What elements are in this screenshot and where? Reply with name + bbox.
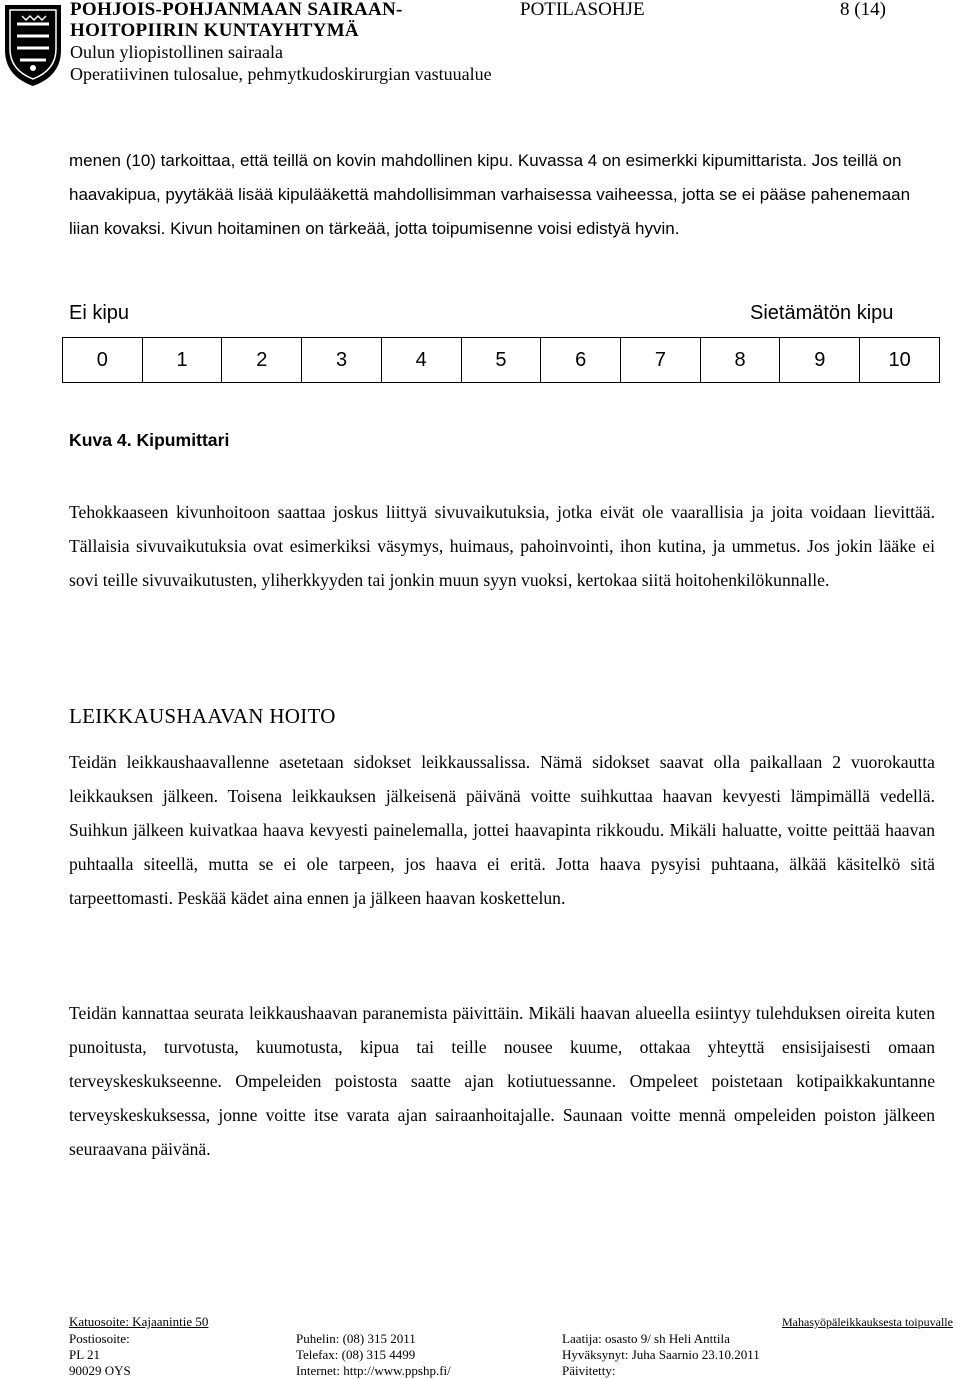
pain-scale-cell: 1 <box>142 338 222 383</box>
pain-scale-cell: 0 <box>63 338 143 383</box>
coat-of-arms-logo <box>2 2 64 88</box>
pain-scale-cell: 8 <box>700 338 780 383</box>
footer-author: Laatija: osasto 9/ sh Heli Anttila <box>562 1331 730 1346</box>
footer-approved: Hyväksynyt: Juha Saarnio 23.10.2011 <box>562 1347 760 1362</box>
footer-internet: Internet: http://www.ppshp.fi/ <box>296 1363 451 1378</box>
pain-scale-cell: 5 <box>461 338 541 383</box>
organization-name-line1: POHJOIS-POHJANMAAN SAIRAAN- <box>70 0 403 20</box>
pain-scale-min-label: Ei kipu <box>69 302 130 324</box>
wound-care-paragraph: Teidän leikkaushaavallenne asetetaan sidokset leikkaussalissa. Nämä sidokset saavat olla paikallaan 2 vuorokautta leikkauksen jälkeen. Toisena leikkauksen jälkeisenä päivänä voitte suihkuttaa haavan kevyesti lämpimällä vedellä. Suihkun jälkeen kuivatkaa haava kevyesti painelemalla, jottei haavapinta rikkoudu. Mikäli haluatte, voitte peittää haavan puhtaalla siteellä, mutta se ei ole tarpeen, jos haava ei eritä. Jotta haava pysyisi puhtaana, älkää käsitelkö sitä tarpeettomasti. Peskää kädet aina ennen ja jälkeen haavan koskettelun. <box>69 752 935 908</box>
footer-phone: Puhelin: (08) 315 2011 <box>296 1331 416 1346</box>
pain-scale-cell: 6 <box>541 338 621 383</box>
footer-document-name: Mahasyöpäleikkauksesta toipuvalle <box>782 1315 953 1329</box>
pain-scale-cell: 2 <box>222 338 302 383</box>
footer-postal-code: 90029 OYS <box>69 1363 131 1378</box>
unit-name: Operatiivinen tulosalue, pehmytkudoskirurgian vastuualue <box>70 64 492 84</box>
footer-fax: Telefax: (08) 315 4499 <box>296 1347 416 1362</box>
footer-updated: Päivitetty: <box>562 1363 616 1378</box>
wound-monitoring-paragraph: Teidän kannattaa seurata leikkaushaavan paranemista päivittäin. Mikäli haavan alueella esiintyy tulehduksen oireita kuten punoitusta, turvotusta, kuumotusta, kipua tai teille nousee kuume, ottakaa yhteyttä ensisijaisesti omaan terveyskeskukseenne. Ompeleiden poistosta saatte ajan kotiutuessanne. Ompeleet poistetaan kotipaikkakuntanne terveyskeskuksessa, jonne voitte itse varata ajan sairaanhoitajalle. Saunaan voitte mennä ompeleiden poiston jälkeen seuraavana päivänä. <box>69 1003 935 1159</box>
pain-scale-cell: 10 <box>860 338 940 383</box>
intro-paragraph: menen (10) tarkoittaa, että teillä on kovin mahdollinen kipu. Kuvassa 4 on esimerkki kipumittarista. Jos teillä on haavakipua, pyytäkää lisää kipulääkettä mahdollisimman varhaisessa vaiheessa, jotta se ei pääse pahenemaan liian kovaksi. Kivun hoitaminen on tärkeää, jotta toipumisenne voisi edistyä hyvin. <box>69 151 911 238</box>
pain-scale-cell: 4 <box>381 338 461 383</box>
pain-scale-cell: 7 <box>621 338 701 383</box>
document-type: POTILASOHJE <box>520 0 645 20</box>
footer-po-box: PL 21 <box>69 1347 100 1362</box>
footer-postal-label: Postiosoite: <box>69 1331 130 1346</box>
page-number: 8 (14) <box>840 0 886 20</box>
pain-scale-cell: 3 <box>302 338 382 383</box>
organization-name-line2: HOITOPIIRIN KUNTAYHTYMÄ <box>70 20 359 41</box>
section-heading: LEIKKAUSHAAVAN HOITO <box>69 704 336 728</box>
pain-scale-max-label: Sietämätön kipu <box>750 302 894 324</box>
pain-scale-cell: 9 <box>780 338 860 383</box>
footer-street-address: Katuosoite: Kajaanintie 50 <box>69 1314 209 1329</box>
figure-caption: Kuva 4. Kipumittari <box>69 430 230 450</box>
hospital-name: Oulun yliopistollinen sairaala <box>70 42 283 62</box>
pain-scale <box>62 337 940 383</box>
side-effects-paragraph: Tehokkaaseen kivunhoitoon saattaa joskus liittyä sivuvaikutuksia, jotka eivät ole vaarallisia ja joita voidaan lievittää. Tällaisia sivuvaikutuksia ovat esimerkiksi väsymys, huimaus, pahoinvointi, ihon kutina, ja ummetus. Jos jokin lääke ei sovi teille sivuvaikutusten, yliherkkyyden tai jonkin muun syyn vuoksi, kertokaa siitä hoitohenkilökunnalle. <box>69 502 935 590</box>
